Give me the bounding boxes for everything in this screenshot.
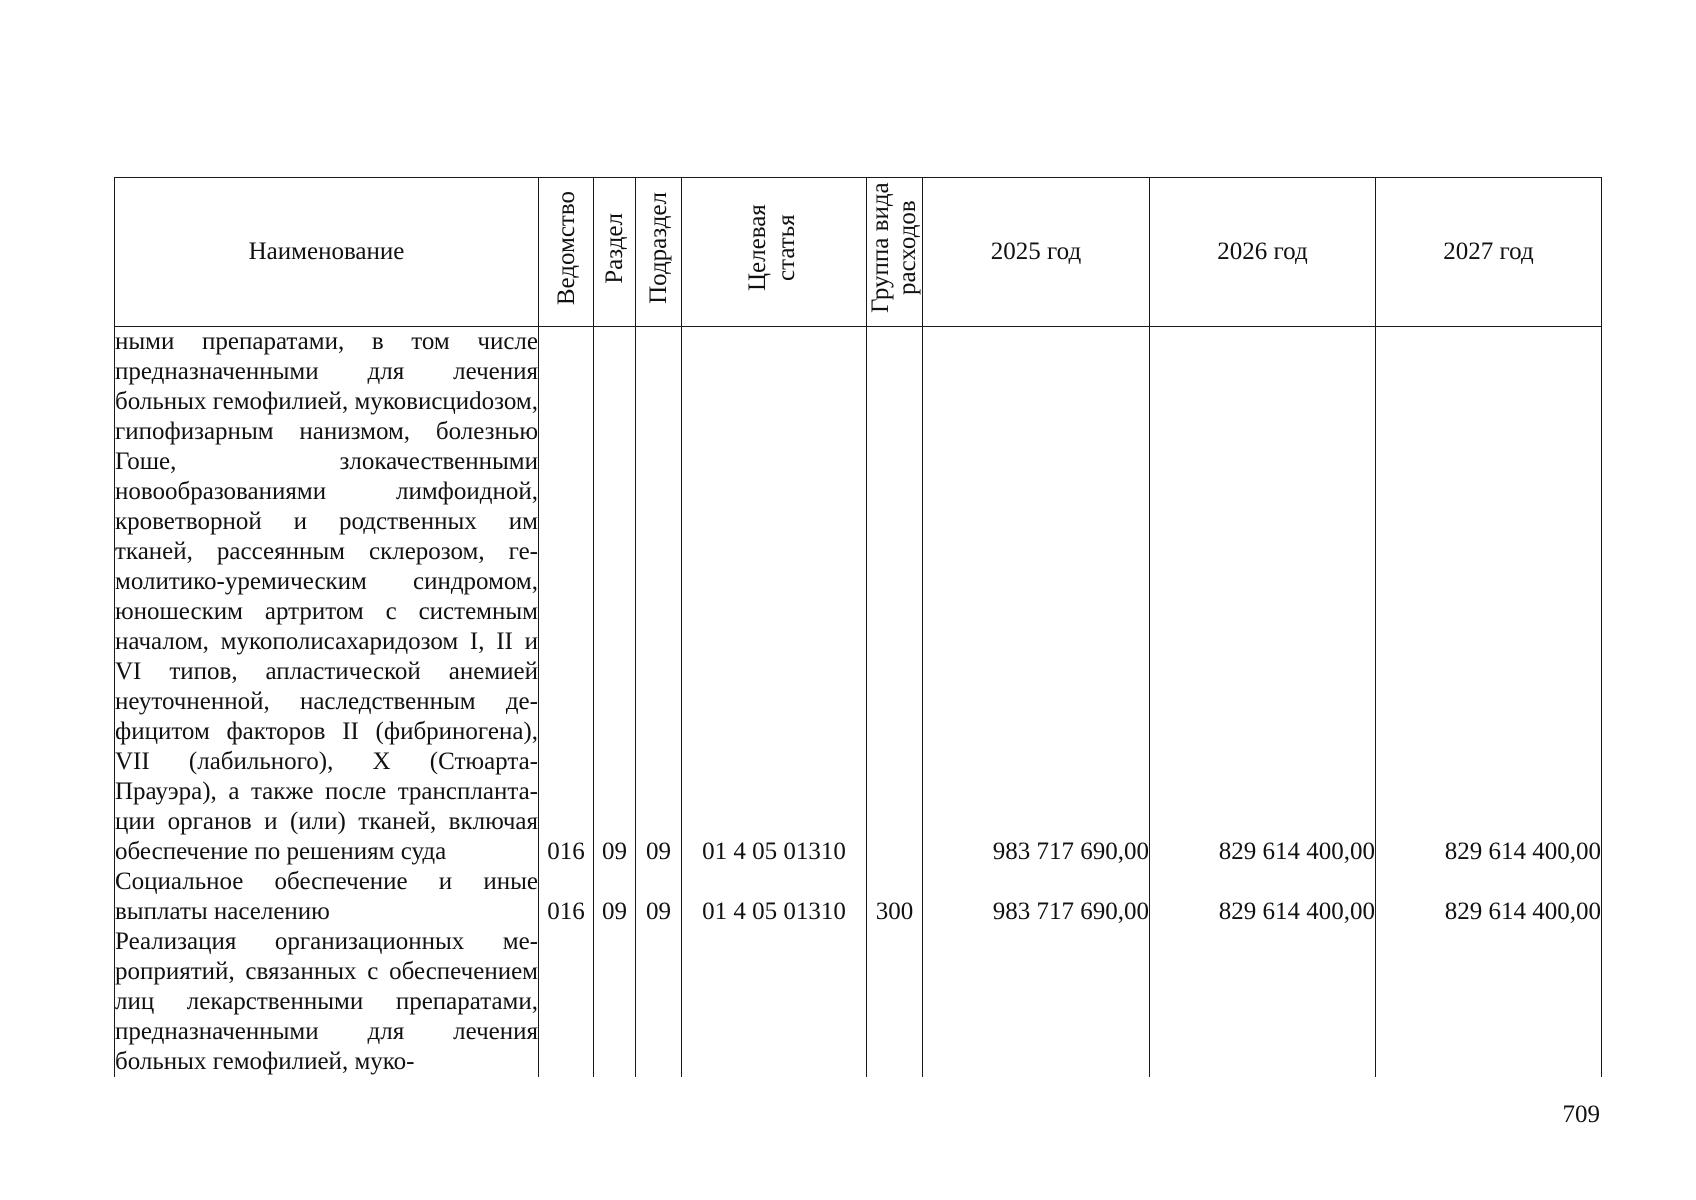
header-year-2026-label: 2026 год <box>1217 238 1308 265</box>
row-name: Реализация организационных мероприятий, связанных с обеспечением лиц лекарственными препаратами, предназначенными для лечения больных гемофилией, муко- <box>115 928 538 1075</box>
header-expense-group-label: Группа вида расходов <box>867 182 921 314</box>
table-header <box>115 178 1602 327</box>
header-section <box>594 178 636 327</box>
table-row <box>115 927 1602 1077</box>
header-year-2025-label: 2025 год <box>990 238 1082 265</box>
row-subsection: 09 <box>636 327 682 868</box>
header-target-article <box>682 178 867 327</box>
row-amount-2025 <box>923 927 1150 1077</box>
header-subsection <box>636 178 682 327</box>
header-year-2027 <box>1376 178 1602 327</box>
row-department <box>539 927 594 1077</box>
row-expense-group: 300 <box>867 867 923 927</box>
row-amount-2027: 829 614 400,00 <box>1376 867 1602 927</box>
row-expense-group <box>867 327 923 868</box>
row-subsection: 09 <box>636 867 682 927</box>
row-name-cell <box>115 927 539 1077</box>
row-section: 09 <box>594 867 636 927</box>
header-name <box>115 178 539 327</box>
header-year-2027-label: 2027 год <box>1443 238 1534 265</box>
table-row <box>115 867 1602 927</box>
row-amount-2026: 829 614 400,00 <box>1150 867 1376 927</box>
header-target-article-label: Целевая статья <box>744 204 800 292</box>
row-target-article: 01 4 05 01310 <box>682 867 867 927</box>
row-name-cell <box>115 327 539 868</box>
header-expense-group <box>867 178 923 327</box>
row-subsection <box>636 927 682 1077</box>
row-amount-2027: 829 614 400,00 <box>1376 327 1602 868</box>
row-name: Социальное обеспечение и иные выплаты населению <box>115 868 538 925</box>
row-target-article <box>682 927 867 1077</box>
header-department <box>539 178 594 327</box>
row-department: 016 <box>539 867 594 927</box>
header-name-label: Наименование <box>248 238 405 265</box>
row-amount-2026: 829 614 400,00 <box>1150 327 1376 868</box>
budget-table <box>114 177 1602 1077</box>
page-number: 709 <box>1562 1101 1600 1128</box>
row-amount-2025: 983 717 690,00 <box>923 867 1150 927</box>
row-amount-2026 <box>1150 927 1376 1077</box>
header-year-2025 <box>923 178 1150 327</box>
row-target-article: 01 4 05 01310 <box>682 327 867 868</box>
row-amount-2027 <box>1376 927 1602 1077</box>
row-section: 09 <box>594 327 636 868</box>
header-year-2026 <box>1150 178 1376 327</box>
header-department-label: Ведомство <box>552 190 580 306</box>
row-section <box>594 927 636 1077</box>
row-name: ными препаратами, в том числе предназначенными для лечения больных гемофилией, муковисциdозом, гипофизарным нанизмом, болезнью Гоше, злокачественными новообразованиями лимфоидной, кроветворной и родственных им тканей, рассеянным склерозом, гемолитико-уремическим синдромом, юношеским артритом с системным началом, мукополисахаридозом I, II и VI типов, апластической анемией неуточненной, наследственным дефицитом факторов II (фибриногена), VII (лабильного), X (Стюарта-Прауэра), а также после трансплантации органов и (или) тканей, включая обеспечение по решениям суда <box>115 328 538 865</box>
row-department: 016 <box>539 327 594 868</box>
header-subsection-label: Подраздел <box>645 192 672 304</box>
row-name-cell <box>115 867 539 927</box>
table-row <box>115 327 1602 868</box>
row-expense-group <box>867 927 923 1077</box>
table-body <box>115 327 1602 1078</box>
header-row <box>115 178 1602 327</box>
row-amount-2025: 983 717 690,00 <box>923 327 1150 868</box>
header-section-label: Раздел <box>601 212 628 284</box>
